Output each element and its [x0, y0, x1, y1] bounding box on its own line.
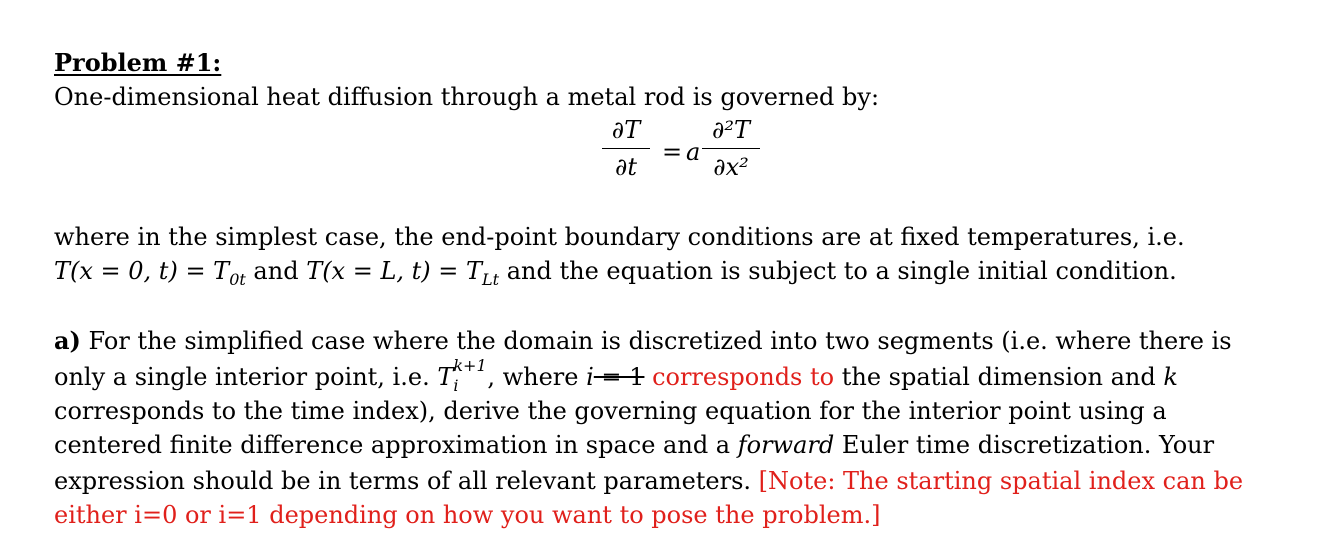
struck-equals-one: = 1 — [593, 363, 645, 391]
problem-title: Problem #1: — [54, 48, 222, 77]
bc-tail-text: and the equation is subject to a single initial condition. — [499, 257, 1177, 285]
bc-right-subscript: Lt — [482, 270, 500, 289]
space-subscript: i — [453, 376, 459, 395]
part-a-label: a) — [54, 326, 81, 355]
heat-equation — [602, 116, 822, 196]
index-i: i — [586, 363, 594, 391]
lhs-numerator: ∂T — [611, 116, 641, 144]
interior-point-indices — [453, 356, 487, 395]
part-a-line-2-start: only a single interior point, i.e. — [54, 363, 438, 391]
part-a-line-3: corresponds to the time index), derive the governing equation for the interior point using a — [54, 397, 1167, 425]
part-a-line-2-where: , where — [487, 363, 587, 391]
part-a-line-5 — [54, 466, 1243, 496]
rhs-fraction — [702, 116, 760, 181]
diffusion-coefficient: a — [686, 138, 701, 166]
lhs-denominator: ∂t — [614, 153, 638, 181]
index-k: k — [1163, 363, 1178, 391]
part-a-line-2-rest: the spatial dimension and — [834, 363, 1164, 391]
lhs-fraction — [602, 116, 650, 181]
note-start: [Note: The starting spatial index can be — [758, 467, 1244, 495]
forward-word: forward — [737, 431, 835, 459]
boundary-conditions-line-1: where in the simplest case, the end-point boundary conditions are at fixed temperatures, i.e. — [54, 223, 1185, 251]
part-a-line-4 — [54, 430, 1214, 460]
bc-left-subscript: 0t — [229, 270, 246, 289]
part-a-line-1-text: For the simplified case where the domain is discretized into two segments (i.e. where there is — [80, 327, 1232, 355]
part-a-line-2 — [54, 356, 1178, 395]
part-a-line-4-end: Euler time discretization. Your — [834, 431, 1215, 459]
rhs-numerator: ∂²T — [711, 116, 751, 144]
red-corresponds-to: corresponds to — [644, 363, 835, 391]
bc-left-expr: T(x = 0, t) = T — [54, 257, 230, 285]
bc-and-text: and — [245, 257, 307, 285]
equals-sign: = — [662, 138, 683, 166]
boundary-conditions-line-2 — [54, 256, 1177, 295]
note-end: either i=0 or i=1 depending on how you want to pose the problem.] — [54, 501, 881, 529]
problem-intro: One-dimensional heat diffusion through a metal rod is governed by: — [54, 83, 880, 111]
rhs-denominator: ∂x² — [713, 153, 749, 181]
part-a-line-4-start: centered finite difference approximation in space and a — [54, 431, 738, 459]
part-a-line-5-start: expression should be in terms of all relevant parameters. — [54, 467, 759, 495]
interior-point-T: T — [437, 363, 454, 391]
lhs-fraction-bar — [602, 148, 650, 149]
bc-right-expr: T(x = L, t) = T — [306, 257, 483, 285]
time-superscript: k+1 — [453, 356, 487, 375]
part-a-line-1 — [54, 326, 1232, 356]
rhs-fraction-bar — [702, 148, 760, 149]
